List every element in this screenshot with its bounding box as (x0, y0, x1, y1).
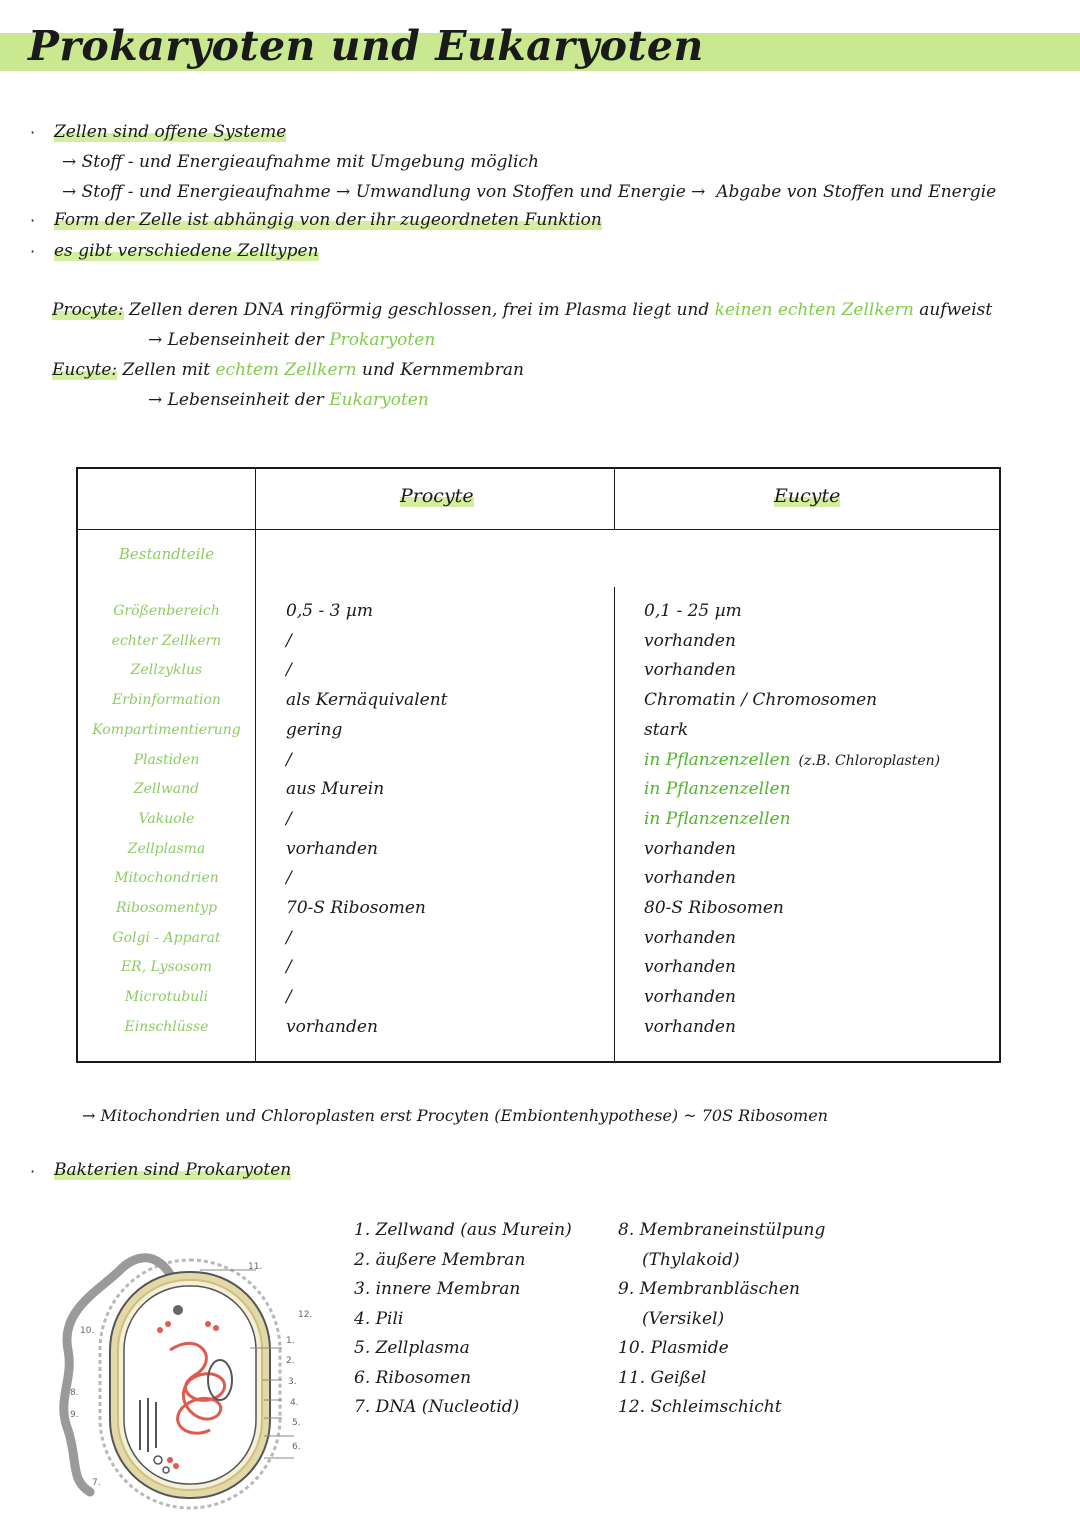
table-cell-eucyte-text: in Pflanzenzellen (644, 808, 791, 829)
table-cell-eucyte-extra: (z.B. Chloroplasten) (798, 752, 941, 769)
legend-item: 5. Zellplasma (354, 1338, 470, 1358)
table-cell-eucyte-text: vorhanden (644, 1016, 736, 1037)
legend-item: 1. Zellwand (aus Murein) (354, 1220, 572, 1240)
table-cell-procyte: vorhanden (286, 838, 378, 859)
legend-item: 3. innere Membran (354, 1279, 521, 1299)
table-cell-procyte: / (286, 868, 292, 889)
table-column-divider (614, 587, 615, 1063)
table-cell-eucyte (644, 750, 940, 770)
table-cell-procyte: / (286, 808, 292, 829)
table-header-eucyte: Eucyte (774, 485, 841, 507)
diagram-number: 9. (70, 1410, 79, 1420)
diagram-number: 7. (92, 1478, 101, 1488)
legend-item: 10. Plasmide (618, 1338, 729, 1358)
table-cell-eucyte (644, 809, 791, 829)
legend-item: 12. Schleimschicht (618, 1397, 782, 1417)
table-cell-procyte: / (286, 660, 292, 681)
bullet-cell-form: Form der Zelle ist abhängig von der ihr zugeordneten Funktion (54, 210, 602, 230)
legend-item: 9. Membranbläschen (618, 1279, 800, 1299)
table-cell-eucyte (644, 987, 736, 1007)
table-row-label: Vakuole (138, 810, 195, 827)
definition-eucyte: Eucyte: Zellen mit echtem Zellkern und Kernmembran (52, 360, 524, 380)
table-cell-procyte: gering (286, 719, 343, 740)
table-cell-eucyte-text: vorhanden (644, 957, 736, 978)
table-row-label: echter Zellkern (111, 632, 222, 649)
bullet-dot: · (30, 1162, 36, 1181)
table-cell-eucyte-text: vorhanden (644, 868, 736, 889)
table-cell-procyte: / (286, 957, 292, 978)
table-cell-eucyte (644, 631, 736, 651)
table-cell-eucyte-text: vorhanden (644, 660, 736, 681)
table-row-label: Zellplasma (127, 840, 206, 857)
table-cell-procyte: / (286, 987, 292, 1008)
bullet-sub-2: → Stoff - und Energieaufnahme → Umwandlung von Stoffen und Energie → Abgabe von Stoffen und Energie (62, 182, 997, 202)
endosymbiont-note: → Mitochondrien und Chloroplasten erst Procyten (Embiontenhypothese) ~ 70S Ribosomen (82, 1106, 828, 1125)
table-column-divider (255, 469, 256, 1061)
table-cell-eucyte (644, 720, 688, 740)
legend-item: 11. Geißel (618, 1367, 707, 1388)
diagram-number: 11. (248, 1262, 263, 1272)
legend-item: 8. Membraneinstülpung (618, 1220, 826, 1240)
table-row-label: Zellzyklus (130, 662, 203, 679)
table-cell-eucyte-text: vorhanden (644, 838, 736, 859)
table-cell-eucyte (644, 601, 742, 621)
bullet-sub-1: → Stoff - und Energieaufnahme mit Umgebung möglich (62, 152, 539, 172)
bullet-open-systems: Zellen sind offene Systeme (54, 122, 287, 142)
table-row-label: Plastiden (133, 751, 200, 768)
table-row-label: ER, Lysosom (120, 959, 213, 976)
table-cell-eucyte (644, 928, 736, 948)
table-cell-procyte: 0,5 - 3 µm (286, 601, 373, 621)
table-cell-eucyte-text: vorhanden (644, 987, 736, 1008)
table-cell-eucyte-text: stark (644, 719, 689, 740)
table-row-label: Kompartimentierung (92, 721, 241, 738)
legend-item: 6. Ribosomen (354, 1367, 472, 1388)
table-row-label: Einschlüsse (124, 1018, 209, 1035)
table-row-label: Ribosomentyp (115, 900, 218, 916)
comparison-table (76, 467, 1001, 1063)
legend-item: 7. DNA (Nucleotid) (354, 1397, 520, 1417)
diagram-number: 8. (70, 1388, 79, 1398)
table-column-divider (614, 469, 615, 529)
bullet-dot: · (30, 123, 36, 142)
diagram-number: 6. (292, 1442, 301, 1452)
diagram-number: 1. (286, 1336, 295, 1346)
table-cell-procyte: / (286, 630, 292, 651)
table-row-label: Mitochondrien (114, 870, 219, 887)
table-cell-procyte: vorhanden (286, 1016, 378, 1037)
table-row-label: Microtubuli (124, 989, 209, 1006)
table-row-label: Größenbereich (113, 603, 220, 619)
table-cell-procyte: 70-S Ribosomen (286, 898, 426, 918)
table-cell-eucyte-text: Chromatin / Chromosomen (644, 690, 878, 711)
table-cell-eucyte (644, 839, 736, 859)
table-cell-eucyte-text: in Pflanzenzellen (644, 749, 791, 770)
table-row-label: Erbinformation (112, 692, 221, 709)
diagram-number: 12. (298, 1310, 313, 1320)
table-row-label: Zellwand (133, 781, 200, 798)
diagram-number: 5. (292, 1418, 301, 1428)
table-cell-eucyte (644, 690, 877, 710)
bullet-dot: · (30, 211, 36, 230)
definition-procyte: Procyte: Zellen deren DNA ringförmig geschlossen, frei im Plasma liegt und keinen echten Zellkern aufweist (52, 300, 993, 320)
diagram-number: 4. (290, 1398, 299, 1408)
table-cell-eucyte (644, 779, 791, 799)
table-cell-eucyte-text: 0,1 - 25 µm (644, 601, 742, 621)
table-cell-eucyte (644, 898, 784, 918)
table-cell-procyte: als Kernäquivalent (286, 690, 448, 711)
table-cell-eucyte-text: vorhanden (644, 630, 736, 651)
table-section-label: Bestandteile (118, 545, 215, 563)
legend-item: 2. äußere Membran (354, 1249, 526, 1270)
table-cell-eucyte-text: 80-S Ribosomen (644, 898, 784, 918)
table-header-divider (78, 529, 999, 530)
table-cell-eucyte-text: vorhanden (644, 927, 736, 948)
bullet-dot: · (30, 242, 36, 261)
table-header-procyte: Procyte (400, 485, 474, 507)
table-cell-eucyte-text: in Pflanzenzellen (644, 779, 791, 800)
definition-eucyte-arrow: → Lebenseinheit der Eukaryoten (148, 390, 429, 410)
table-cell-eucyte (644, 957, 736, 977)
table-cell-eucyte (644, 868, 736, 888)
page-title: Prokaryoten und Eukaryoten (28, 22, 704, 70)
table-cell-eucyte (644, 1017, 736, 1037)
bullet-cell-types: es gibt verschiedene Zelltypen (54, 241, 319, 261)
diagram-number: 2. (286, 1356, 295, 1366)
bacteria-heading: Bakterien sind Prokaryoten (54, 1160, 292, 1180)
definition-procyte-arrow: → Lebenseinheit der Prokaryoten (148, 330, 436, 350)
bacterium-diagram (50, 1230, 330, 1510)
legend-item: 4. Pili (354, 1308, 404, 1329)
table-cell-procyte: aus Murein (286, 779, 385, 800)
diagram-number: 3. (288, 1377, 297, 1387)
table-cell-procyte: / (286, 749, 292, 770)
legend-item: (Thylakoid) (642, 1249, 740, 1270)
table-cell-eucyte (644, 660, 736, 680)
table-cell-procyte: / (286, 927, 292, 948)
legend-item: (Versikel) (642, 1308, 725, 1329)
table-row-label: Golgi - Apparat (112, 929, 221, 946)
diagram-number: 10. (80, 1326, 95, 1336)
